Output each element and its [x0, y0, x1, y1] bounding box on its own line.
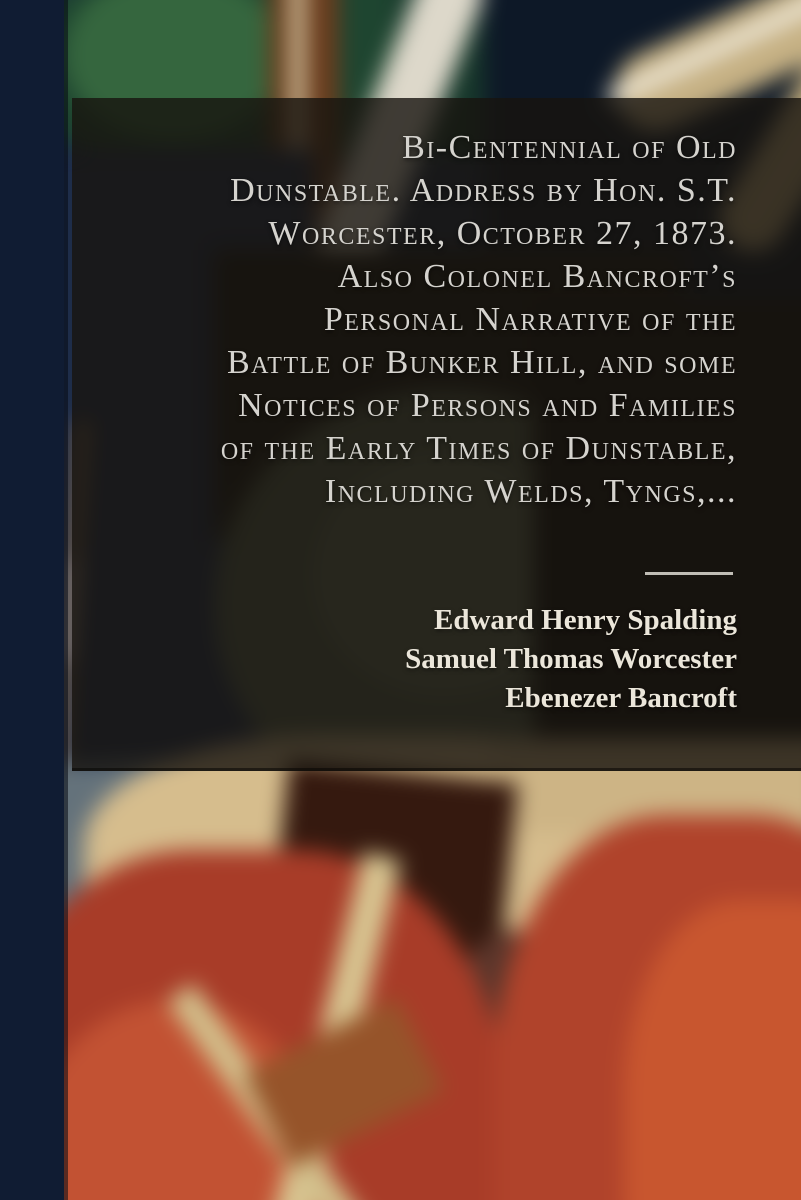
title-line: Bi-Centennial of Old	[402, 129, 737, 166]
title-line: Also Colonel Bancroft’s	[337, 258, 737, 295]
title-line: Dunstable. Address by Hon. S.T.	[230, 172, 737, 209]
author-name: Edward Henry Spalding	[434, 604, 737, 636]
author-name: Samuel Thomas Worcester	[405, 643, 737, 675]
title-author-divider	[645, 572, 733, 575]
title-line: Notices of Persons and Families	[238, 387, 737, 424]
book-title	[72, 126, 737, 513]
title-line: Personal Narrative of the	[323, 301, 737, 338]
title-line: of the Early Times of Dunstable,	[220, 430, 737, 467]
title-line: Worcester, October 27, 1873.	[268, 215, 737, 252]
title-line: Including Welds, Tyngs,...	[324, 473, 737, 510]
author-list	[72, 601, 737, 718]
title-line: Battle of Bunker Hill, and some	[226, 344, 737, 381]
author-name: Ebenezer Bancroft	[505, 682, 737, 714]
